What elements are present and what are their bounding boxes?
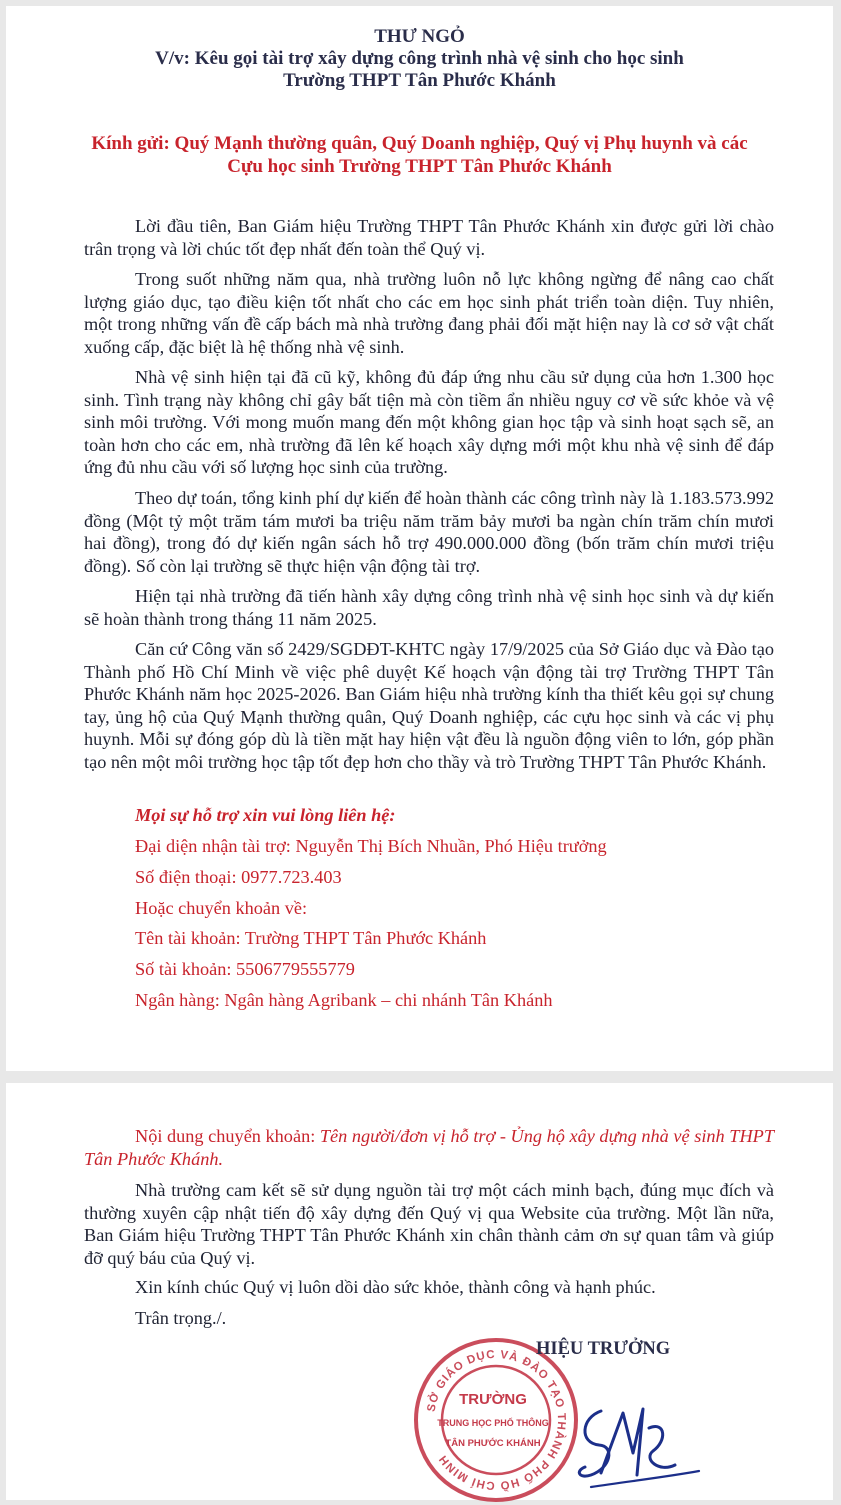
transfer-content-paragraph: [84, 1125, 774, 1170]
transfer-content-text: Tên người/đơn vị hỗ trợ - Ủng hộ xây dựng nhà vệ sinh THPT Tân Phước Khánh.: [84, 1126, 774, 1169]
contact-account-name: Tên tài khoản: Trường THPT Tân Phước Khánh: [135, 928, 487, 948]
paragraph-call-to-action: Căn cứ Công văn số 2429/SGDĐT-KHTC ngày 17/9/2025 của Sở Giáo dục và Đào tạo Thành phố Hồ Chí Minh về việc phê duyệt Kế hoạch vận động tài trợ Trường THPT Tân Phước Khánh năm học 2025-2026. Ban Giám hiệu nhà trường kính tha thiết kêu gọi sự chung tay, ủng hộ của Quý Mạnh thường quân, Quý Doanh nghiệp, các cựu học sinh và các vị phụ huynh. Mỗi sự đóng góp dù là tiền mặt hay hiện vật đều là nguồn động viên to lớn, góp phần tạo nên một môi trường học tập tốt đẹp hơn cho thầy và trò Trường THPT Tân Phước Khánh.: [84, 639, 774, 772]
paragraph-wishes: Xin kính chúc Quý vị luôn dồi dào sức khỏe, thành công và hạnh phúc.: [135, 1277, 656, 1297]
paragraph-greeting: Lời đầu tiên, Ban Giám hiệu Trường THPT Tân Phước Khánh xin được gửi lời chào trân trọng và lời chúc tốt đẹp nhất đến toàn thể Quý vị.: [84, 216, 774, 259]
letter-page-1: [6, 6, 833, 1071]
paragraph-budget: Theo dự toán, tổng kinh phí dự kiến để hoàn thành các công trình này là 1.183.573.992 đồng (Một tỷ một trăm tám mươi ba triệu năm trăm bảy mươi ba ngàn chín trăm chín mươi hai đồng), trong đó dự kiến ngân sách hỗ trợ 490.000.000 đồng (bốn trăm chín mươi triệu đồng). Số còn lại trường sẽ thực hiện vận động tài trợ.: [84, 488, 774, 576]
contact-heading: Mọi sự hỗ trợ xin vui lòng liên hệ:: [135, 805, 396, 825]
contact-phone: Số điện thoại: 0977.723.403: [135, 867, 342, 887]
contact-transfer-note: Hoặc chuyển khoản về:: [135, 898, 308, 918]
recipient-line-1: Kính gửi: Quý Mạnh thường quân, Quý Doanh nghiệp, Quý vị Phụ huynh và các: [91, 133, 748, 154]
recipient-block: [6, 132, 833, 178]
stamp-line-3: TÂN PHƯỚC KHÁNH: [445, 1438, 541, 1449]
letter-heading: [6, 26, 833, 92]
paragraph-progress: Hiện tại nhà trường đã tiến hành xây dựng công trình nhà vệ sinh học sinh và dự kiến sẽ hoàn thành trong tháng 11 năm 2025.: [84, 586, 774, 629]
signer-title: HIỆU TRƯỞNG: [536, 1339, 671, 1359]
principal-signature: [571, 1383, 701, 1493]
letter-subject-line-1: V/v: Kêu gọi tài trợ xây dựng công trình nhà vệ sinh cho học sinh: [155, 48, 684, 69]
transfer-content-label: Nội dung chuyển khoản:: [135, 1126, 316, 1146]
letter-page-2: [6, 1083, 833, 1500]
letter-title: THƯ NGỎ: [374, 26, 465, 47]
stamp-line-1: TRƯỜNG: [459, 1391, 527, 1408]
contact-representative: Đại diện nhận tài trợ: Nguyễn Thị Bích Nhuần, Phó Hiệu trưởng: [135, 836, 607, 856]
stamp-ring-text: SỞ GIÁO DỤC VÀ ĐÀO TẠO THÀNH PHỐ HỒ CHÍ MINH: [425, 1348, 568, 1492]
contact-account-number: Số tài khoản: 5506779555779: [135, 959, 355, 979]
paragraph-current-state: Nhà vệ sinh hiện tại đã cũ kỹ, không đủ đáp ứng nhu cầu sử dụng của hơn 1.300 học sinh. Tình trạng này không chỉ gây bất tiện mà còn tiềm ẩn nhiều nguy cơ về sức khỏe và vệ sinh môi trường. Với mong muốn mang đến một không gian học tập và sinh hoạt sạch sẽ, an toàn hơn cho các em, nhà trường đã lên kế hoạch xây dựng mới một khu nhà vệ sinh để đáp ứng đủ nhu cầu với số lượng học sinh của trường.: [84, 367, 774, 477]
paragraph-background: Trong suốt những năm qua, nhà trường luôn nỗ lực không ngừng để nâng cao chất lượng giáo dục, tạo điều kiện tốt nhất cho các em học sinh phát triển toàn diện. Tuy nhiên, một trong những vấn đề cấp bách mà nhà trường đang phải đối mặt hiện nay là cơ sở vật chất xuống cấp, đặc biệt là hệ thống nhà vệ sinh.: [84, 269, 774, 357]
stamp-line-2: TRUNG HỌC PHỔ THÔNG: [437, 1418, 549, 1428]
letter-subject-line-2: Trường THPT Tân Phước Khánh: [283, 70, 556, 91]
school-seal-stamp: [411, 1335, 581, 1505]
paragraph-commitment: Nhà trường cam kết sẽ sử dụng nguồn tài trợ một cách minh bạch, đúng mục đích và thường xuyên cập nhật tiến độ xây dựng đến Quý vị qua Website của trường. Một lần nữa, Ban Giám hiệu Trường THPT Tân Phước Khánh xin chân thành cảm ơn sự quan tâm và giúp đỡ quý báu của Quý vị.: [84, 1180, 774, 1268]
paragraph-closing: Trân trọng./.: [135, 1308, 227, 1328]
contact-bank: Ngân hàng: Ngân hàng Agribank – chi nhánh Tân Khánh: [135, 990, 553, 1010]
recipient-line-2: Cựu học sinh Trường THPT Tân Phước Khánh: [227, 156, 612, 177]
